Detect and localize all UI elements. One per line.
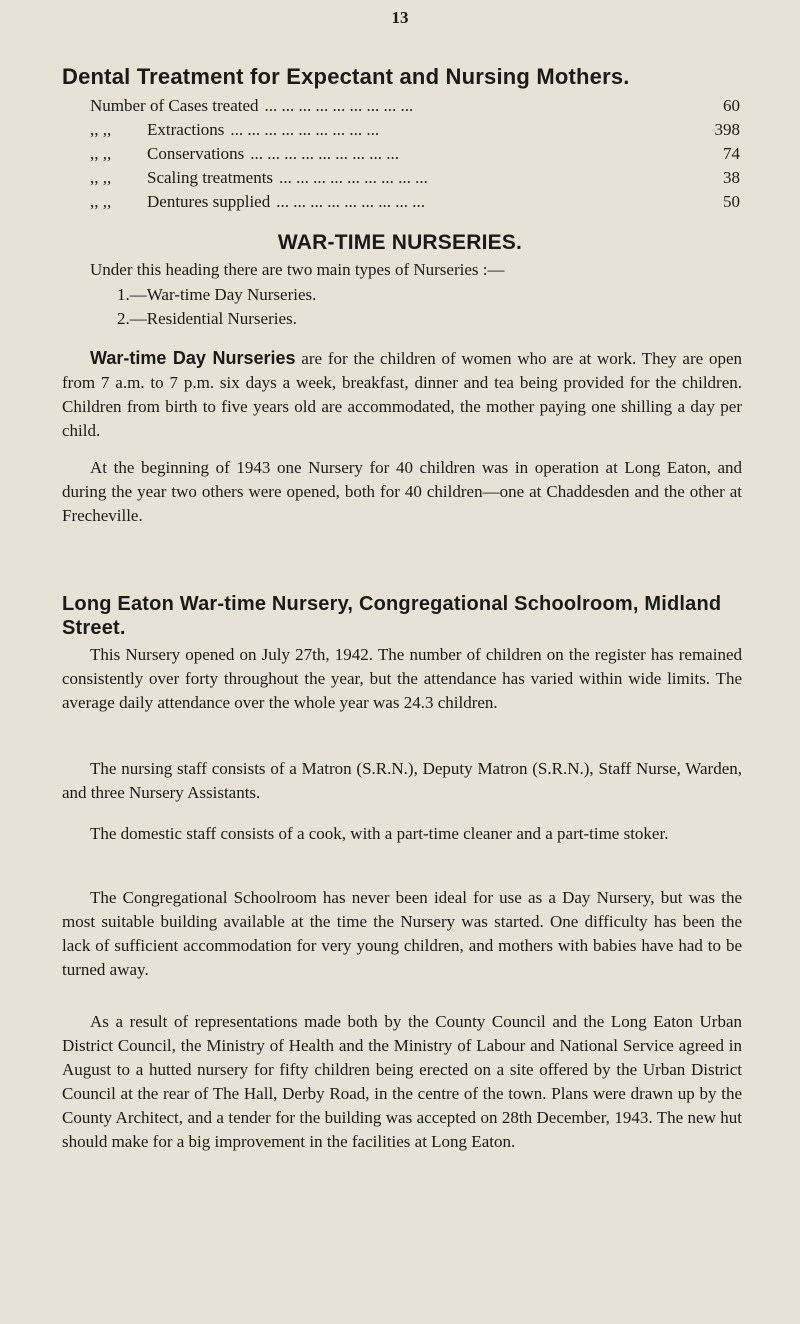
count-ditto: ,, ,,: [90, 120, 112, 139]
count-row: [90, 166, 740, 190]
leader-dots: ... ... ... ... ... ... ... ... ...: [250, 144, 400, 163]
wartime-intro: Under this heading there are two main types of Nurseries :—: [90, 260, 505, 279]
nursing-staff-paragraph: The nursing staff consists of a Matron (S.R.N.), Deputy Matron (S.R.N.), Staff Nurse, Warden, and three Nursery Assistants.: [62, 759, 742, 802]
count-row: [90, 190, 740, 214]
count-value: 50: [723, 192, 740, 211]
count-label: Conservations: [147, 144, 245, 163]
leader-dots: ... ... ... ... ... ... ... ... ...: [230, 120, 380, 139]
representations-paragraph: As a result of representations made both by the County Council and the Long Eaton Urban District Council, the Ministry of Health and the Ministry of Labour and National Service agreed in August to a hutted nursery for fifty children being erected on a site offered by the Urban District Council at the rear of The Hall, Derby Road, in the centre of the town. Plans were drawn up by the County Architect, and a tender for the building was accepted on 28th December, 1943. The new hut should make for a big improvement in the facilities at Long Eaton.: [62, 1012, 742, 1151]
nursery-type-2: 2.—Residential Nurseries.: [117, 309, 297, 328]
leader-dots: ... ... ... ... ... ... ... ... ...: [276, 192, 425, 211]
count-ditto: ,, ,,: [90, 168, 112, 187]
count-value: 60: [723, 96, 740, 115]
day-nurseries-lead: War-time Day Nurseries: [90, 348, 296, 368]
day-nurseries-paragraph: [62, 346, 742, 443]
leader-dots: ... ... ... ... ... ... ... ... ...: [279, 168, 428, 187]
count-label: Extractions: [147, 120, 225, 139]
count-row: [90, 142, 740, 166]
page-number: 13: [391, 8, 409, 27]
count-value: 74: [723, 144, 740, 163]
wartime-heading: WAR-TIME NURSERIES.: [277, 231, 523, 254]
count-value: 398: [714, 120, 740, 139]
nursery-type-1: 1.—War-time Day Nurseries.: [117, 285, 317, 304]
count-row: [90, 118, 740, 142]
domestic-staff-paragraph: The domestic staff consists of a cook, with a part-time cleaner and a part-time stoker.: [90, 824, 669, 843]
count-label: Dentures supplied: [147, 192, 271, 211]
dental-counts-table: [90, 94, 740, 214]
count-label: Number of Cases treated: [90, 96, 259, 115]
count-ditto: ,, ,,: [90, 192, 112, 211]
leader-dots: ... ... ... ... ... ... ... ... ...: [264, 96, 414, 115]
long-eaton-heading: Long Eaton War-time Nursery, Congregational Schoolroom, Midland Street.: [62, 593, 722, 639]
count-row: [90, 94, 740, 118]
count-ditto: ,, ,,: [90, 144, 112, 163]
day-nurseries-text: are for the children of women who are at work. They are open from 7 a.m. to 7 p.m. six days a week, breakfast, dinner and tea being provided for the children. Children from birth to five years old are accommodated, the mother paying one shilling a day per child.: [62, 349, 743, 440]
dental-heading: Dental Treatment for Expectant and Nursing Mothers.: [62, 64, 630, 89]
long-eaton-paragraph: This Nursery opened on July 27th, 1942. The number of children on the register has remained consistently over forty throughout the year, but the attendance has varied within wide limits. The average daily attendance over the whole year was 24.3 children.: [62, 645, 742, 712]
schoolroom-paragraph: The Congregational Schoolroom has never been ideal for use as a Day Nursery, but was the most suitable building available at the time the Nursery was started. One difficulty has been the lack of sufficient accommodation for very young children, and mothers with babies have had to be turned away.: [62, 888, 742, 979]
count-label: Scaling treatments: [147, 168, 274, 187]
count-value: 38: [723, 168, 740, 187]
beginning-paragraph: At the beginning of 1943 one Nursery for 40 children was in operation at Long Eaton, and during the year two others were opened, both for 40 children—one at Chaddesden and the other at Frecheville.: [62, 458, 742, 525]
